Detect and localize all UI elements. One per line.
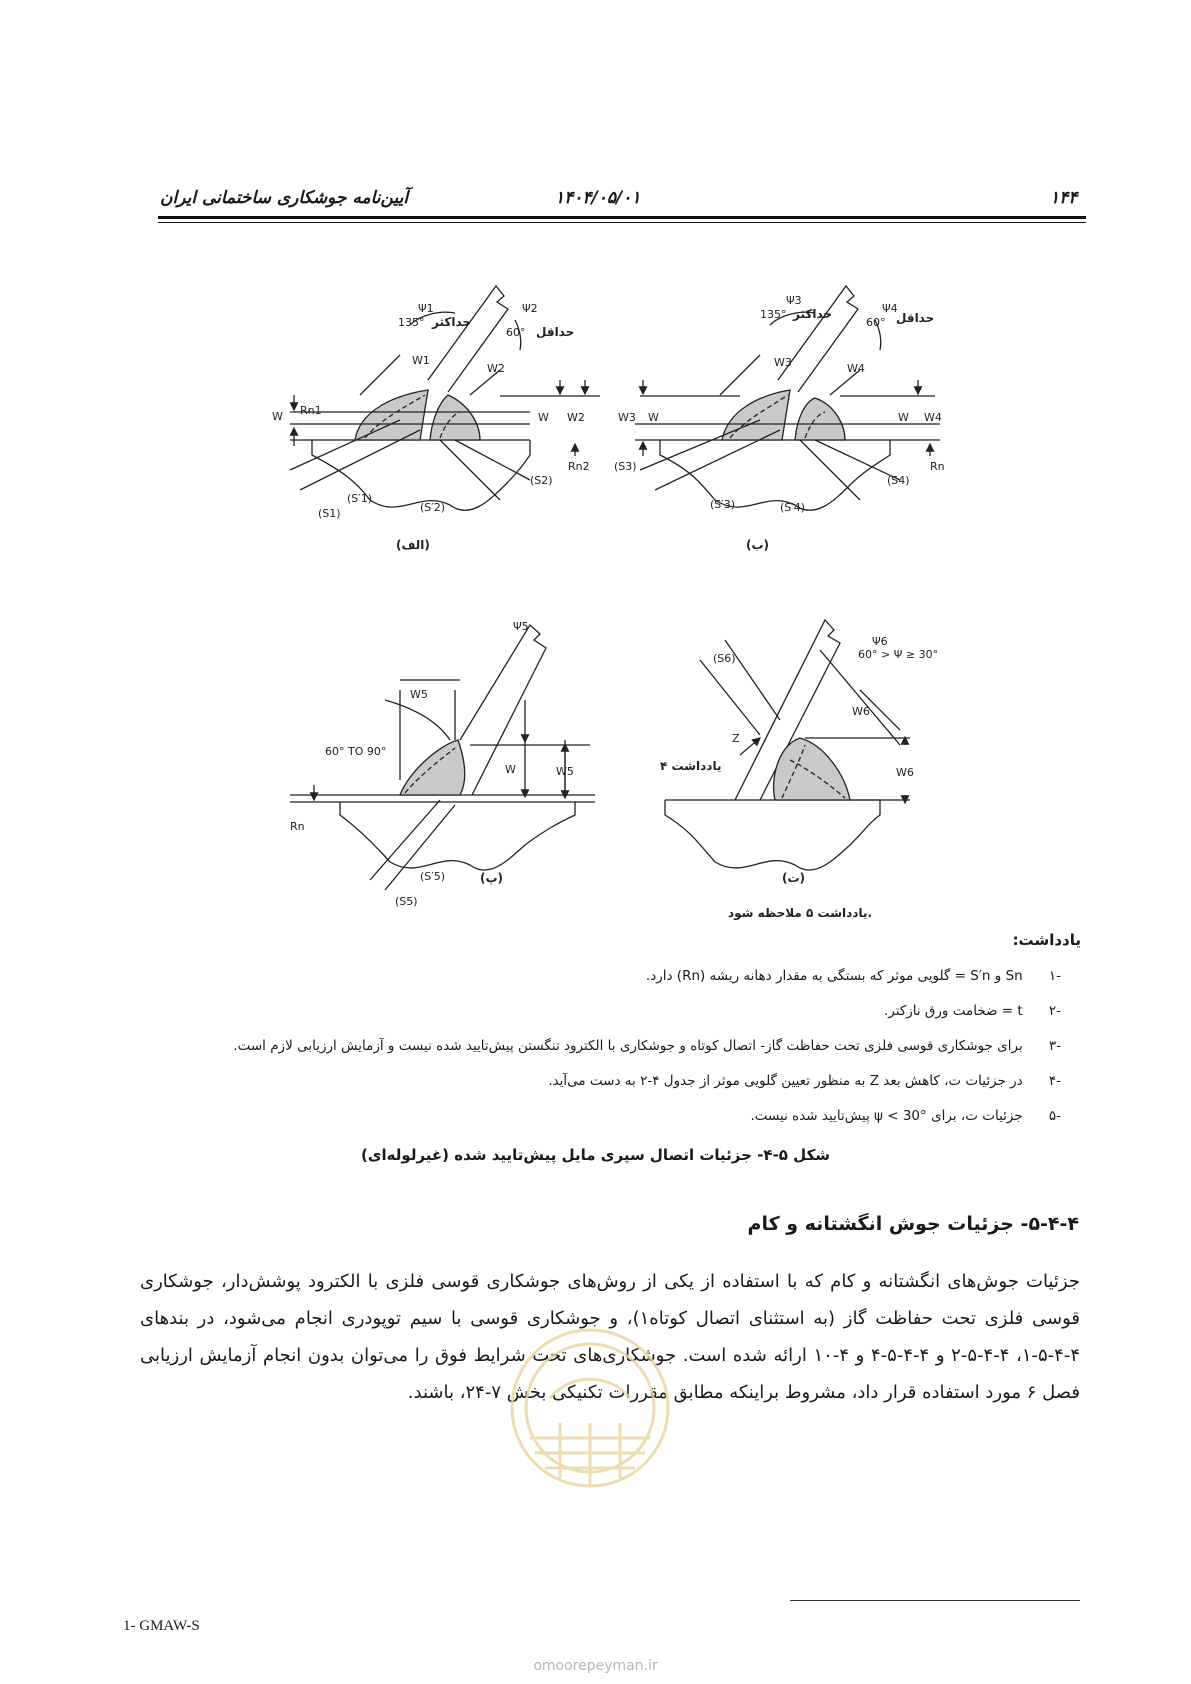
figure-caption: شکل ۵-۴- جزئیات اتصال سپری مایل پیش‌تایید شده (غیرلوله‌ای) [360, 1146, 831, 1164]
be-s-b: (S4) [887, 474, 910, 487]
pe-psi: Ψ5 [513, 620, 529, 633]
alef-w-b2: W2 [567, 411, 585, 424]
alef-w-a: W1 [412, 354, 430, 367]
be-min-angle: 60° [866, 316, 886, 329]
be-label: (ب) [746, 538, 770, 552]
note-item [646, 968, 1061, 984]
te-label: (ت) [782, 871, 806, 885]
te-note5: یادداشت ۵ ملاحظه شود. [728, 906, 873, 920]
be-psi-a: Ψ3 [786, 294, 802, 307]
footnote-rule [790, 1600, 1080, 1601]
page-date: ۱۴۰۴/۰۵/۰۱ [555, 188, 641, 208]
pe-rn: Rn [290, 820, 305, 833]
pe-label: (پ) [480, 871, 504, 885]
te-psi: Ψ6 [872, 635, 888, 648]
note-number: -۴ [1048, 1073, 1061, 1089]
watermark-seal [490, 1318, 690, 1498]
note-number: -۲ [1048, 1003, 1061, 1019]
footnote: 1- GMAW-S [123, 1618, 200, 1634]
be-w-right: W4 [924, 411, 942, 424]
alef-psi-b: Ψ2 [522, 302, 538, 315]
be-psi-b: Ψ4 [882, 302, 898, 315]
te-w6-right: W6 [896, 766, 914, 779]
pe-angle-range: 60° TO 90° [325, 745, 387, 758]
panel-alef-labels [272, 302, 590, 552]
note-text: Sn و S′n = گلویی موثر که بستگی به مقدار دهانه ریشه (Rn) دارد. [645, 968, 1023, 984]
note-text: جزئیات ت، برای ψ < 30° پیش‌تایید شده نیست. [750, 1108, 1023, 1124]
alef-w2-dim-left: W [538, 411, 549, 424]
notes-title: یادداشت: [1012, 931, 1081, 949]
note-number: -۵ [1048, 1108, 1061, 1124]
be-max-angle: 135° [760, 308, 787, 321]
te-z: Z [732, 732, 740, 745]
be-min-word: حداقل [896, 311, 935, 325]
te-w6: W6 [852, 705, 870, 718]
alef-min-angle: 60° [506, 326, 526, 339]
note-number: -۳ [1048, 1038, 1061, 1054]
section-paragraph: جزئیات جوش‌های انگشتانه و کام که با استفاده از یکی از روش‌های جوشکاری قوسی فلزی با الکترود پوشش‌دار، جوشکاری قوسی فلزی تحت حفاظت گاز (به استثنای اتصال کوتاه۱)، و جوشکاری قوسی با سیم توپودری انجام می‌شود، در بندهای ۴-۴-۵-۱، ۴-۴-۵-۲ و ۴-۴-۵-۴ و ۴-۱۰ ارائه شده است. جوشکاری‌های تحت شرایط فوق را می‌توان بدون انجام آزمایش ارزیابی فصل ۶ مورد استفاده قرار داد، مشروط براینکه مطابق مقررات تکنیکی بخش ۷-۲۴، باشند. [140, 1271, 1081, 1403]
alef-rn-b: Rn2 [568, 460, 590, 473]
pe-s: (S5) [395, 895, 418, 908]
pe-w5-right: W5 [556, 765, 574, 778]
be-w-right-dim: W [898, 411, 909, 424]
te-angle-cond: 60° > Ψ ≥ 30° [858, 648, 939, 661]
be-s-b-prime: (S′4) [780, 501, 806, 514]
be-w-left: W3 [618, 411, 636, 424]
alef-max-word: حداکثر [432, 315, 472, 329]
alef-s-b: (S2) [530, 474, 553, 487]
alef-s-b-prime: (S′2) [420, 501, 446, 514]
te-s6: (S6) [713, 652, 736, 665]
be-w: W [648, 411, 659, 424]
watermark-site: omoorepeyman.ir [533, 1658, 658, 1674]
pe-s-prime: (S′5) [420, 870, 446, 883]
be-rn: Rn [930, 460, 945, 473]
note-text: در جزئیات ت، کاهش بعد Z به منظور تعیین گلویی موثر از جدول ۴-۲ به دست می‌آید. [548, 1073, 1023, 1089]
note-text: برای جوشکاری قوسی فلزی تحت حفاظت گاز- اتصال کوتاه و جوشکاری با الکترود تنگستن پیش‌تایید شده نیست و آزمایش ارزیابی لازم است. [233, 1038, 1023, 1054]
pe-w: W [505, 763, 516, 776]
note-item [884, 1003, 1061, 1019]
alef-psi-a: Ψ1 [418, 302, 434, 315]
note-number: -۱ [1048, 968, 1061, 984]
te-note4: یادداشت ۴ [660, 759, 722, 773]
page-number: ۱۴۴ [1050, 188, 1078, 208]
alef-label: (الف) [396, 538, 430, 552]
note-text: t = ضخامت ورق نازکتر. [884, 1003, 1023, 1019]
be-w-a: W3 [774, 356, 792, 369]
be-max-word: حداکثر [793, 307, 833, 321]
alef-rn-a: Rn1 [300, 404, 322, 417]
alef-w: W [272, 410, 283, 423]
note-item [750, 1108, 1061, 1124]
be-s-a-prime: (S′3) [710, 498, 736, 511]
note-item [548, 1073, 1061, 1089]
section-title: ۵-۴-۴- جزئیات جوش انگشتانه و کام [747, 1213, 1079, 1235]
running-title: آیین‌نامه جوشکاری ساختمانی ایران [160, 188, 409, 208]
alef-max-angle: 135° [398, 316, 425, 329]
be-w-b: W4 [847, 362, 865, 375]
alef-w-b: W2 [487, 362, 505, 375]
pe-w5: W5 [410, 688, 428, 701]
alef-s-a-prime: (S′1) [347, 492, 373, 505]
note-item [233, 1038, 1061, 1054]
alef-min-word: حداقل [536, 325, 575, 339]
be-s-a: (S3) [614, 460, 637, 473]
alef-s-a: (S1) [318, 507, 341, 520]
